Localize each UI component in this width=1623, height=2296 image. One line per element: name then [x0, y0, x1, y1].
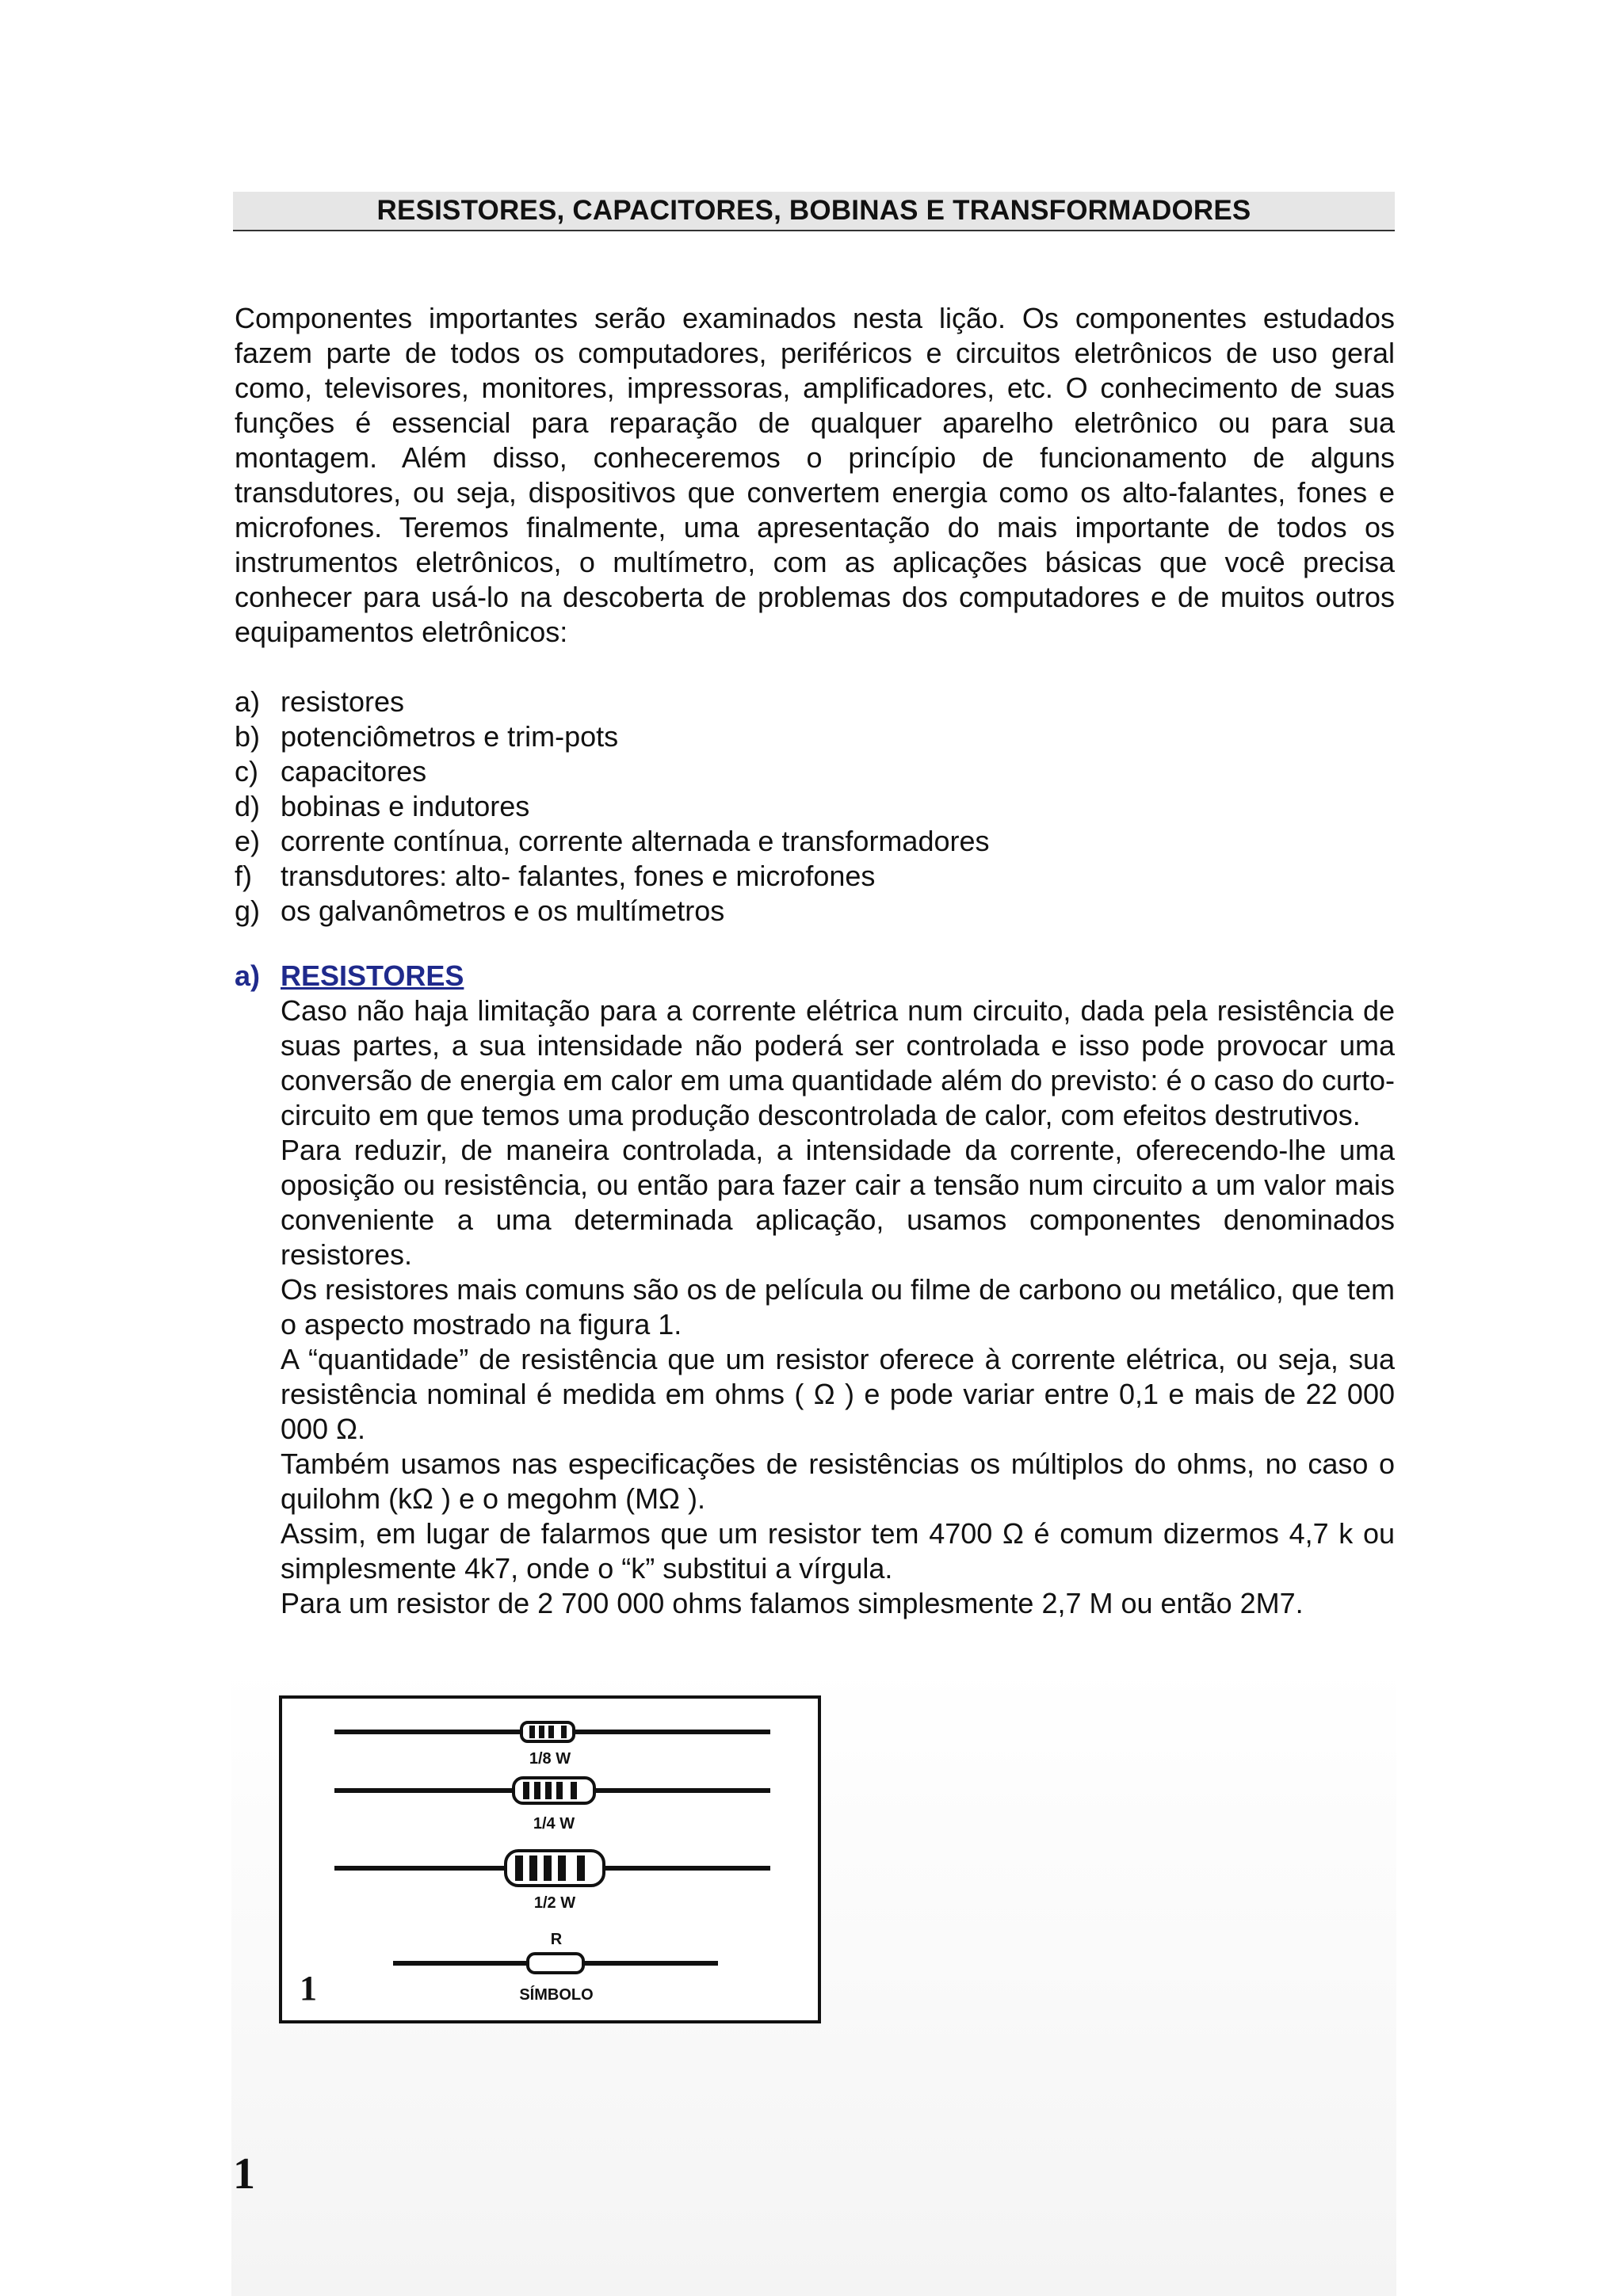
figure-number: 1 — [300, 1969, 317, 2008]
list-item — [235, 824, 1395, 859]
section-title: RESISTORES — [281, 959, 464, 992]
list-item — [235, 754, 1395, 789]
resistor-1-8w-drawing — [334, 1722, 770, 1741]
resistor-1-2w-drawing — [334, 1851, 770, 1886]
section-body — [281, 994, 1395, 1621]
list-marker: d) — [235, 790, 261, 822]
topics-list — [235, 685, 1395, 929]
intro-paragraph: Componentes importantes serão examinados nesta lição. Os componentes estudados fazem parte de todos os computadores, periféricos e circuitos eletrônicos de uso geral como, televisores, monitores, impressoras, amplificadores, etc. O conhecimento de suas funções é essencial para reparação de qualquer aparelho eletrônico ou para sua montagem. Além disso, conheceremos o princípio de funcionamento de alguns transdutores, ou seja, dispositivos que convertem energia como os alto-falantes, fones e microfones. Teremos finalmente, uma apresentação do mais importante de todos os instrumentos eletrônicos, o multímetro, com as aplicações básicas que você precisa conhecer para usá-lo na descoberta de problemas dos computadores e de muitos outros equipamentos eletrônicos: — [235, 302, 1395, 648]
list-label: corrente contínua, corrente alternada e transformadores — [281, 825, 990, 857]
label-1-8w: 1/8 W — [529, 1750, 571, 1768]
section-paragraph: Para reduzir, de maneira controlada, a intensidade da corrente, oferecendo-lhe uma oposição ou resistência, ou então para fazer cair a tensão num circuito a um valor mais conveniente a uma determinada aplicação, usamos componentes denominados resistores. — [281, 1134, 1395, 1271]
list-item — [235, 859, 1395, 894]
section-heading — [235, 959, 1395, 994]
resistores-section — [235, 959, 1395, 1621]
list-label: potenciômetros e trim-pots — [281, 720, 619, 753]
label-1-2w: 1/2 W — [533, 1894, 576, 1912]
section-paragraph: Para um resistor de 2 700 000 ohms falamos simplesmente 2,7 M ou então 2M7. — [281, 1587, 1304, 1619]
section-paragraph: Assim, em lugar de falarmos que um resistor tem 4700 Ω é comum dizermos 4,7 k ou simplesmente 4k7, onde o “k” substitui a vírgula. — [281, 1517, 1395, 1585]
resistor-symbol-drawing — [393, 1954, 718, 1973]
label-symbol-r: R — [550, 1931, 563, 1948]
section-paragraph: Caso não haja limitação para a corrente elétrica num circuito, dada pela resistência de suas partes, a sua intensidade não poderá ser controlada e isso pode provocar uma conversão de energia em calor em uma quantidade além do previsto: é o caso do curto-circuito em que temos uma produção descontrolada de calor, com efeitos destrutivos. — [281, 994, 1395, 1131]
list-label: os galvanômetros e os multímetros — [281, 894, 725, 927]
list-item — [235, 685, 1395, 719]
list-label: resistores — [281, 685, 405, 718]
list-label: bobinas e indutores — [281, 790, 530, 822]
label-symbol: SÍMBOLO — [519, 1986, 594, 2004]
intro-block — [235, 301, 1395, 929]
list-item — [235, 789, 1395, 824]
list-label: capacitores — [281, 755, 427, 788]
section-marker: a) — [235, 959, 261, 992]
page-number: 1 — [233, 2149, 255, 2199]
section-paragraph: A “quantidade” de resistência que um resistor oferece à corrente elétrica, ou seja, sua resistência nominal é medida em ohms ( Ω ) e pode variar entre 0,1 e mais de 22 000 000 Ω. — [281, 1343, 1395, 1445]
list-marker: e) — [235, 825, 261, 857]
figure-drawing — [282, 1699, 818, 2020]
figure-resistors — [279, 1695, 821, 2023]
section-paragraph: Os resistores mais comuns são os de película ou filme de carbono ou metálico, que tem o aspecto mostrado na figura 1. — [281, 1273, 1395, 1341]
list-marker: b) — [235, 720, 261, 753]
page-title: RESISTORES, CAPACITORES, BOBINAS E TRANSFORMADORES — [233, 192, 1395, 231]
list-marker: f) — [235, 860, 252, 892]
section-paragraph: Também usamos nas especificações de resistências os múltiplos do ohms, no caso o quilohm (kΩ ) e o megohm (MΩ ). — [281, 1447, 1395, 1515]
list-marker: c) — [235, 755, 258, 788]
list-item — [235, 719, 1395, 754]
list-marker: a) — [235, 685, 261, 718]
list-item — [235, 894, 1395, 929]
list-marker: g) — [235, 894, 261, 927]
resistor-1-4w-drawing — [334, 1778, 770, 1803]
list-label: transdutores: alto- falantes, fones e microfones — [281, 860, 876, 892]
label-1-4w: 1/4 W — [533, 1815, 575, 1833]
